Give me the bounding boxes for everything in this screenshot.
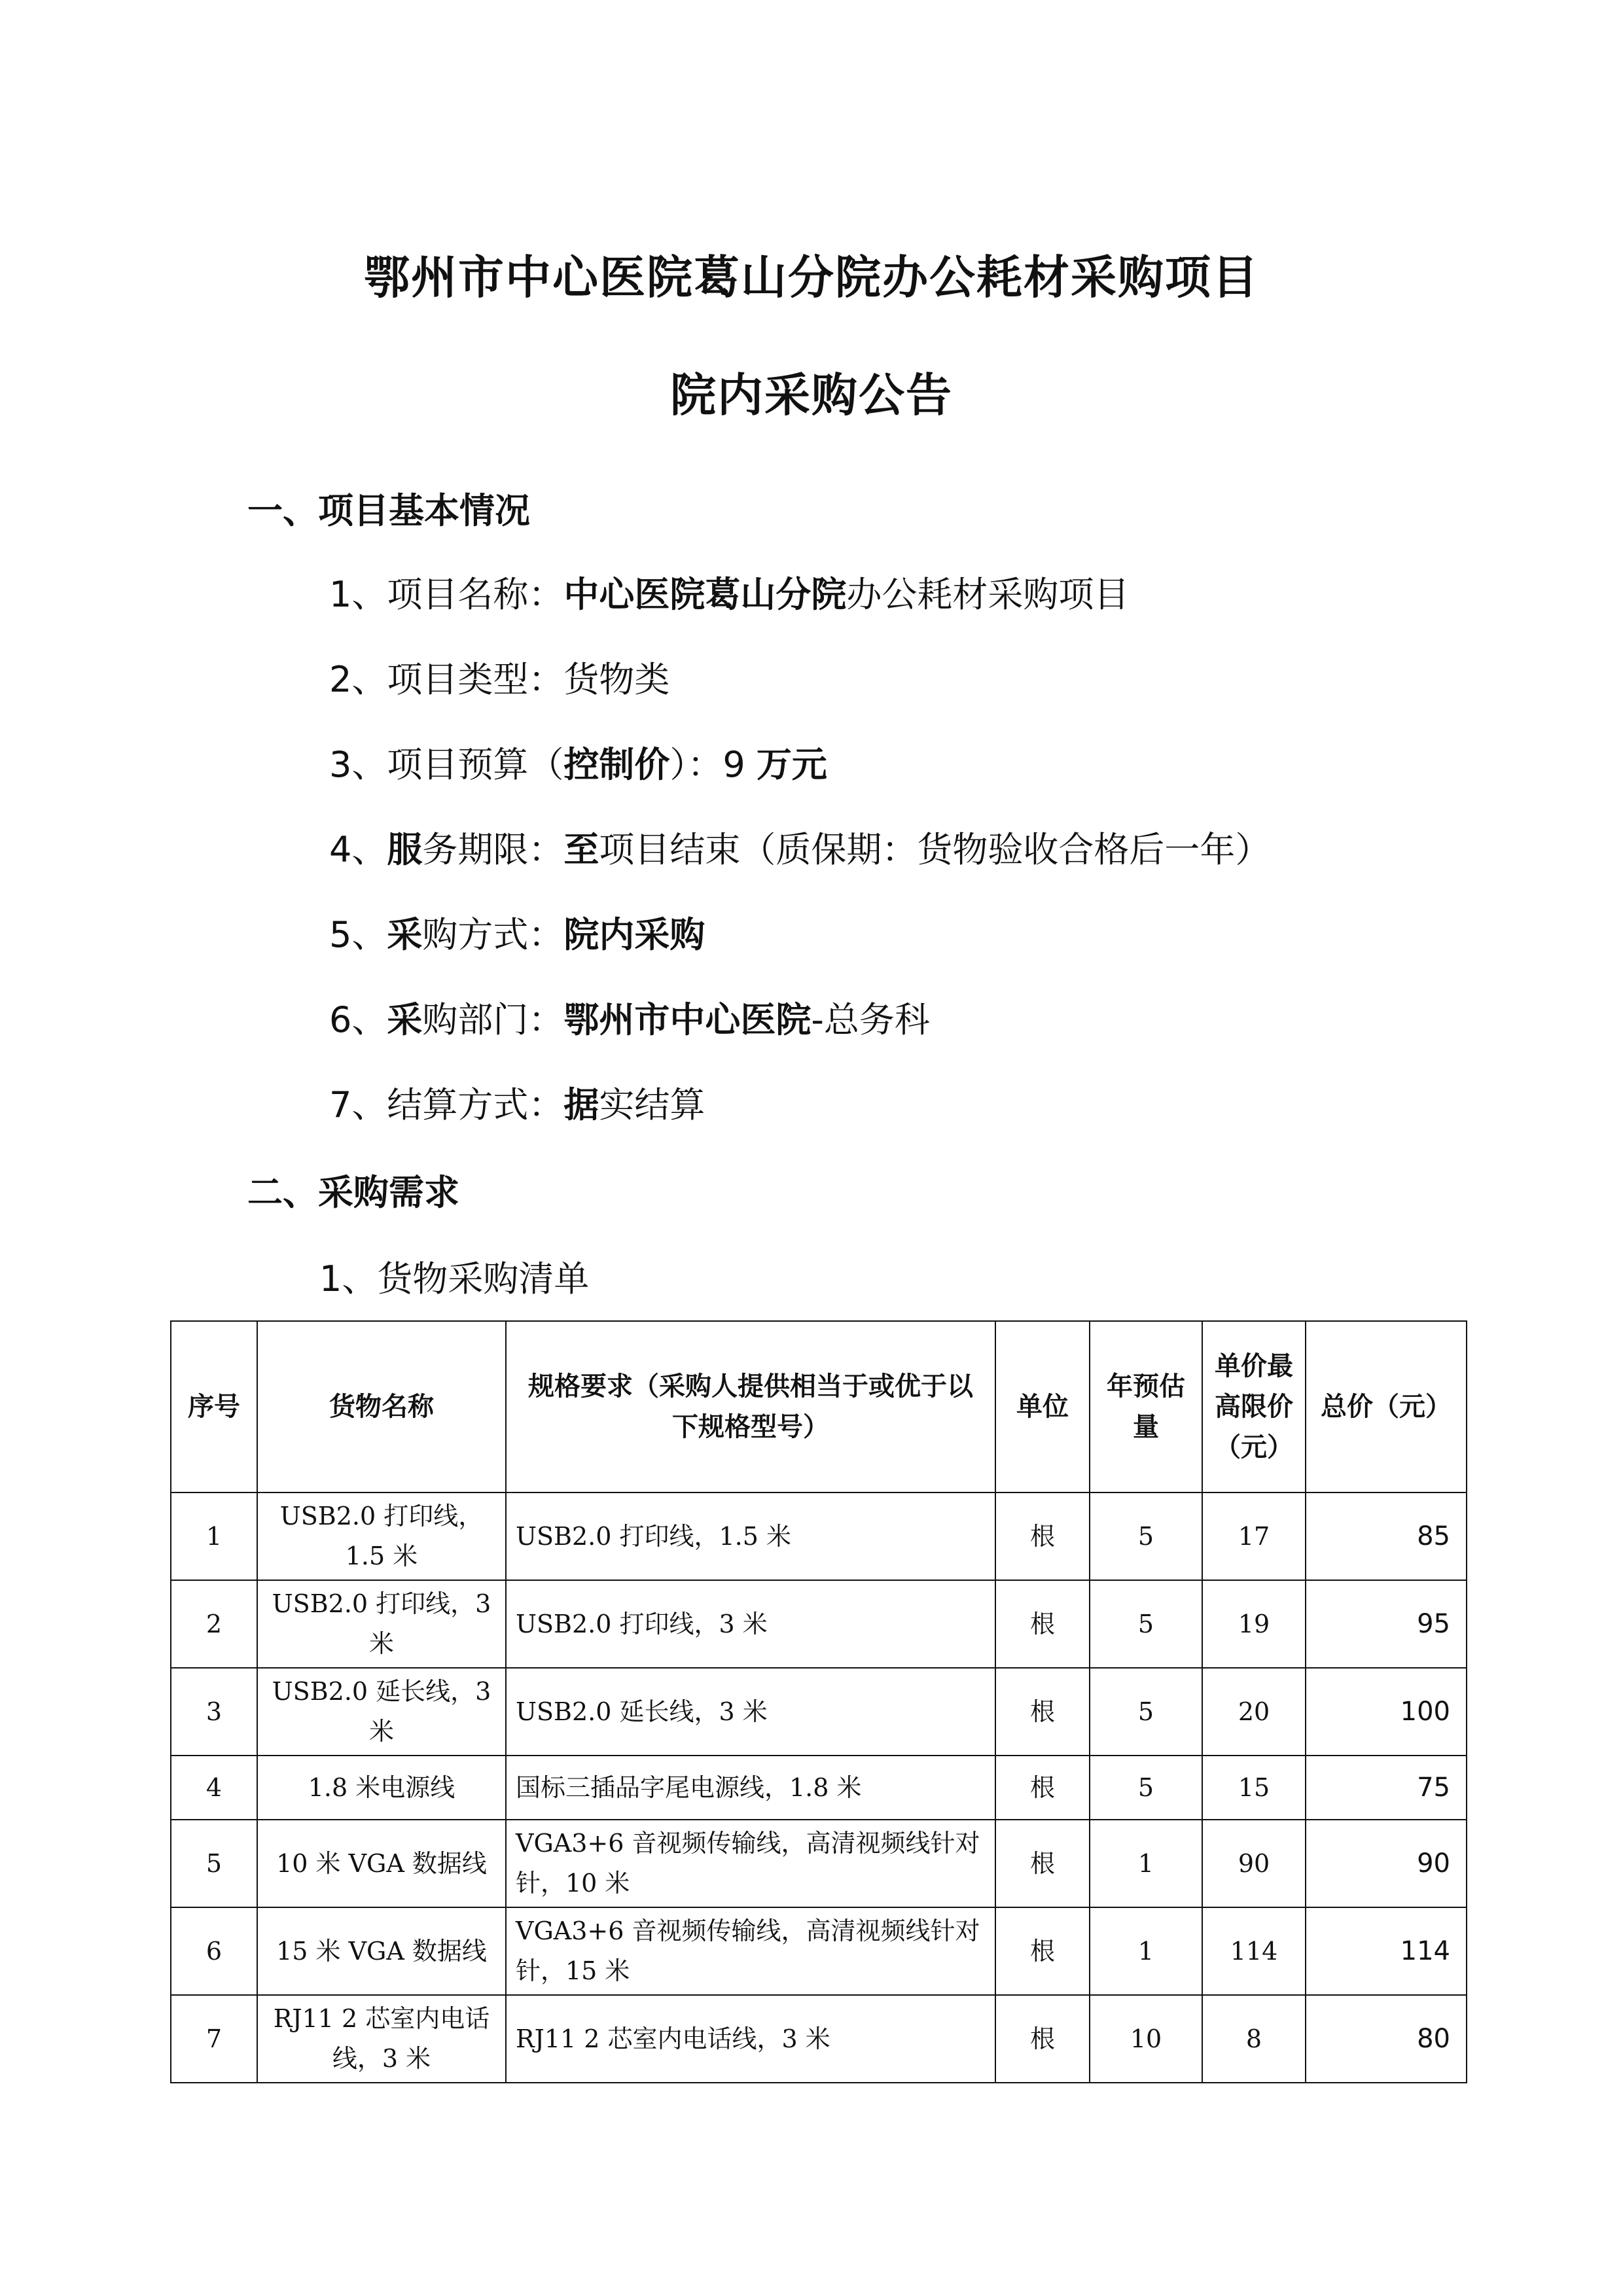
cell-goods-name: USB2.0 延长线，3 米: [257, 1668, 506, 1756]
header-goods-name: 货物名称: [257, 1321, 506, 1492]
cell-annual-qty: 10: [1090, 1995, 1202, 2083]
cell-serial: 4: [171, 1756, 257, 1820]
item-project-budget: [329, 737, 827, 787]
item-value: 实结算: [599, 1084, 705, 1125]
cell-total-price: 75: [1306, 1756, 1467, 1820]
section-heading-requirements: 二、采购需求: [247, 1172, 459, 1213]
item-value: -总务科: [811, 999, 930, 1040]
cell-spec: VGA3+6 音视频传输线，高清视频线针对针，10 米: [506, 1820, 995, 1907]
cell-spec: USB2.0 延长线，3 米: [506, 1668, 995, 1756]
cell-serial: 1: [171, 1492, 257, 1580]
cell-goods-name: 10 米 VGA 数据线: [257, 1820, 506, 1907]
cell-max-unit-price: 20: [1202, 1668, 1306, 1756]
header-max-unit-price: 单价最高限价（元）: [1202, 1321, 1306, 1492]
cell-annual-qty: 5: [1090, 1492, 1202, 1580]
cell-spec: USB2.0 打印线，1.5 米: [506, 1492, 995, 1580]
item-label: 项目名称：: [387, 574, 564, 615]
cell-max-unit-price: 17: [1202, 1492, 1306, 1580]
table-row: [171, 1668, 1467, 1756]
table-row: [171, 1580, 1467, 1668]
cell-max-unit-price: 15: [1202, 1756, 1306, 1820]
cell-annual-qty: 5: [1090, 1580, 1202, 1668]
cell-total-price: 90: [1306, 1820, 1467, 1907]
item-label: 购方式：: [422, 914, 564, 955]
cell-total-price: 80: [1306, 1995, 1467, 2083]
section-heading-basic-info: 一、项目基本情况: [247, 490, 530, 531]
cell-max-unit-price: 8: [1202, 1995, 1306, 2083]
header-unit: 单位: [995, 1321, 1090, 1492]
item-number: 7、: [329, 1084, 387, 1125]
cell-goods-name: 1.8 米电源线: [257, 1756, 506, 1820]
item-value: 货物类: [563, 659, 670, 700]
goods-table: [170, 1320, 1467, 2083]
item-number: 1、: [329, 574, 387, 615]
table-header-row: [171, 1321, 1467, 1492]
item-value: 办公耗材采购项目: [846, 574, 1130, 615]
item-value-bold: 鄂州市中心医院: [563, 999, 812, 1040]
item-value: 9: [722, 744, 757, 785]
cell-annual-qty: 1: [1090, 1907, 1202, 1995]
cell-total-price: 100: [1306, 1668, 1467, 1756]
item-label: 项目预算（: [387, 744, 564, 785]
item-number: 6、: [329, 999, 387, 1040]
cell-annual-qty: 1: [1090, 1820, 1202, 1907]
cell-total-price: 85: [1306, 1492, 1467, 1580]
cell-spec: 国标三插品字尾电源线，1.8 米: [506, 1756, 995, 1820]
item-procurement-department: [329, 992, 930, 1042]
item-value-bold: 中心医院葛山分院: [563, 574, 847, 615]
sub-heading-goods-list: 1、货物采购清单: [319, 1258, 590, 1299]
cell-annual-qty: 5: [1090, 1756, 1202, 1820]
item-label-bold: 控制价: [563, 744, 670, 785]
item-label: 项目类型：: [387, 659, 564, 700]
cell-serial: 6: [171, 1907, 257, 1995]
item-label-bold: 采: [387, 914, 423, 955]
table-row: [171, 1820, 1467, 1907]
table-row: [171, 1995, 1467, 2083]
item-number: 3、: [329, 744, 387, 785]
cell-total-price: 95: [1306, 1580, 1467, 1668]
header-total-price: 总价（元）: [1306, 1321, 1467, 1492]
item-label-end: ）：: [669, 744, 723, 785]
item-number: 4、: [329, 829, 387, 870]
cell-spec: VGA3+6 音视频传输线，高清视频线针对针，15 米: [506, 1907, 995, 1995]
item-number: 5、: [329, 914, 387, 955]
header-serial: 序号: [171, 1321, 257, 1492]
table-row: [171, 1756, 1467, 1820]
item-project-name: [329, 567, 1129, 617]
cell-goods-name: 15 米 VGA 数据线: [257, 1907, 506, 1995]
item-value-bold: 万元: [756, 744, 827, 785]
cell-unit: 根: [995, 1820, 1090, 1907]
cell-goods-name: USB2.0 打印线，3 米: [257, 1580, 506, 1668]
item-project-type: [329, 652, 669, 702]
item-value: 项目结束（质保期：货物验收合格后一年）: [599, 829, 1271, 870]
cell-serial: 3: [171, 1668, 257, 1756]
cell-spec: RJ11 2 芯室内电话线，3 米: [506, 1995, 995, 2083]
cell-unit: 根: [995, 1580, 1090, 1668]
cell-serial: 5: [171, 1820, 257, 1907]
cell-unit: 根: [995, 1492, 1090, 1580]
item-label-bold: 服: [387, 829, 423, 870]
cell-spec: USB2.0 打印线，3 米: [506, 1580, 995, 1668]
item-settlement-method: [329, 1077, 705, 1127]
item-procurement-method: [329, 907, 705, 957]
cell-goods-name: USB2.0 打印线，1.5 米: [257, 1492, 506, 1580]
item-value-bold: 院内采购: [563, 914, 705, 955]
cell-goods-name: RJ11 2 芯室内电话线，3 米: [257, 1995, 506, 2083]
item-number: 2、: [329, 659, 387, 700]
cell-unit: 根: [995, 1995, 1090, 2083]
cell-serial: 2: [171, 1580, 257, 1668]
header-annual-qty: 年预估量: [1090, 1321, 1202, 1492]
page-subtitle: 院内采购公告: [670, 368, 953, 422]
item-label: 结算方式：: [387, 1084, 564, 1125]
cell-total-price: 114: [1306, 1907, 1467, 1995]
item-label: 务期限：: [422, 829, 564, 870]
item-value-bold: 据: [563, 1084, 599, 1125]
cell-max-unit-price: 114: [1202, 1907, 1306, 1995]
item-service-period: [329, 822, 1270, 872]
item-label: 购部门：: [422, 999, 564, 1040]
cell-max-unit-price: 19: [1202, 1580, 1306, 1668]
cell-unit: 根: [995, 1907, 1090, 1995]
cell-max-unit-price: 90: [1202, 1820, 1306, 1907]
cell-unit: 根: [995, 1756, 1090, 1820]
cell-annual-qty: 5: [1090, 1668, 1202, 1756]
cell-serial: 7: [171, 1995, 257, 2083]
item-value-bold: 至: [563, 829, 599, 870]
table-row: [171, 1907, 1467, 1995]
table-row: [171, 1492, 1467, 1580]
cell-unit: 根: [995, 1668, 1090, 1756]
header-spec: 规格要求（采购人提供相当于或优于以下规格型号）: [506, 1321, 995, 1492]
item-label-bold: 采: [387, 999, 423, 1040]
page-title: 鄂州市中心医院葛山分院办公耗材采购项目: [364, 251, 1259, 304]
